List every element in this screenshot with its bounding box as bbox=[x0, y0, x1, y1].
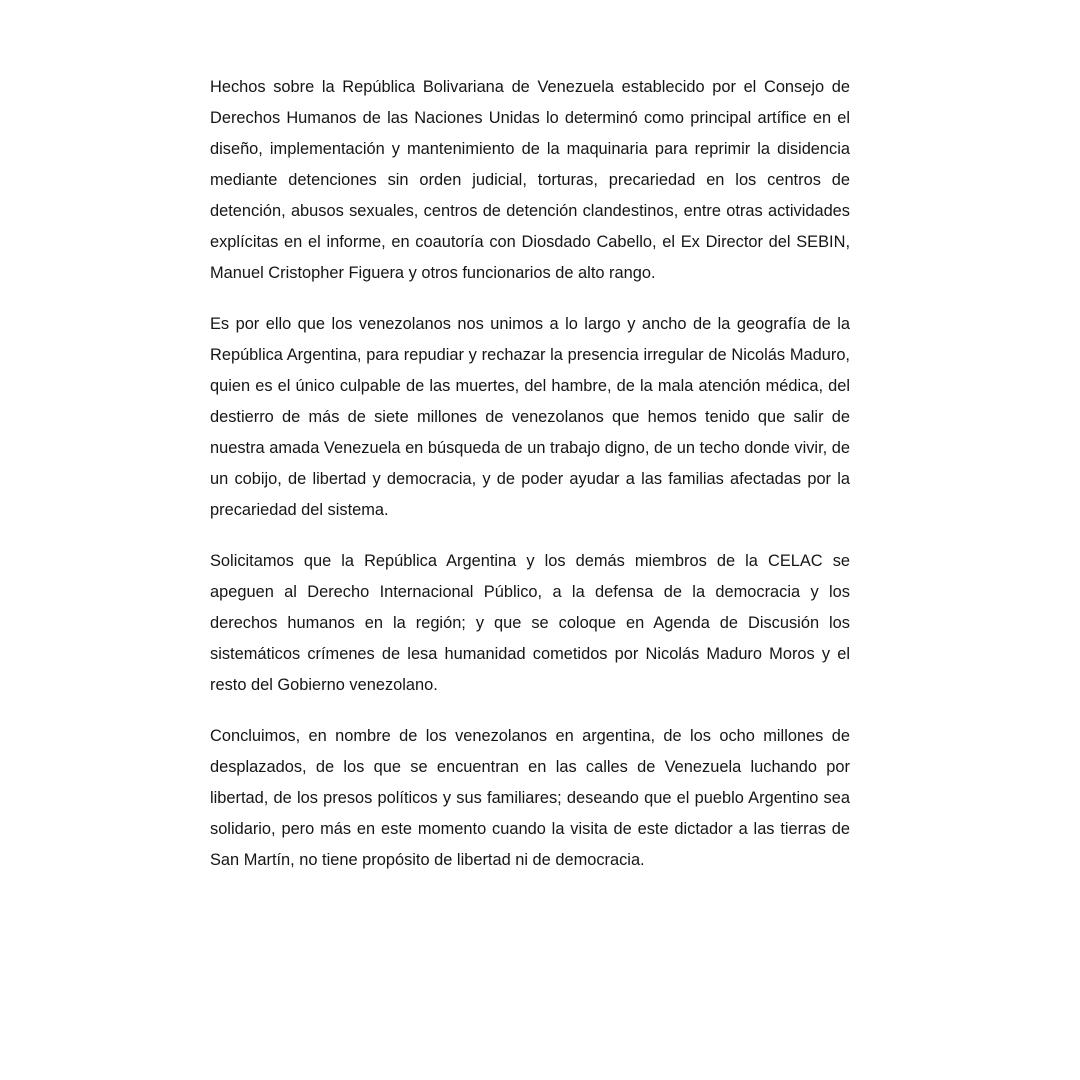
paragraph-4: Concluimos, en nombre de los venezolanos en argentina, de los ocho millones de desplazados, de los que se encuentran en las calles de Venezuela luchando por libertad, de los presos políticos y sus familiares; deseando que el pueblo Argentino sea solidario, pero más en este momento cuando la visita de este dictador a las tierras de San Martín, no tiene propósito de libertad ni de democracia. bbox=[210, 727, 850, 869]
document-body bbox=[210, 72, 850, 896]
paragraph-3: Solicitamos que la República Argentina y los demás miembros de la CELAC se apeguen al Derecho Internacional Público, a la defensa de la democracia y los derechos humanos en la región; y que se coloque en Agenda de Discusión los sistemáticos crímenes de lesa humanidad cometidos por Nicolás Maduro Moros y el resto del Gobierno venezolano. bbox=[210, 552, 850, 694]
paragraph-1: Hechos sobre la República Bolivariana de Venezuela establecido por el Consejo de Derechos Humanos de las Naciones Unidas lo determinó como principal artífice en el diseño, implementación y mantenimiento de la maquinaria para reprimir la disidencia mediante detenciones sin orden judicial, torturas, precariedad en los centros de detención, abusos sexuales, centros de detención clandestinos, entre otras actividades explícitas en el informe, en coautoría con Diosdado Cabello, el Ex Director del SEBIN, Manuel Cristopher Figuera y otros funcionarios de alto rango. bbox=[210, 78, 850, 282]
paragraph-2: Es por ello que los venezolanos nos unimos a lo largo y ancho de la geografía de la República Argentina, para repudiar y rechazar la presencia irregular de Nicolás Maduro, quien es el único culpable de las muertes, del hambre, de la mala atención médica, del destierro de más de siete millones de venezolanos que hemos tenido que salir de nuestra amada Venezuela en búsqueda de un trabajo digno, de un techo donde vivir, de un cobijo, de libertad y democracia, y de poder ayudar a las familias afectadas por la precariedad del sistema. bbox=[210, 315, 850, 519]
